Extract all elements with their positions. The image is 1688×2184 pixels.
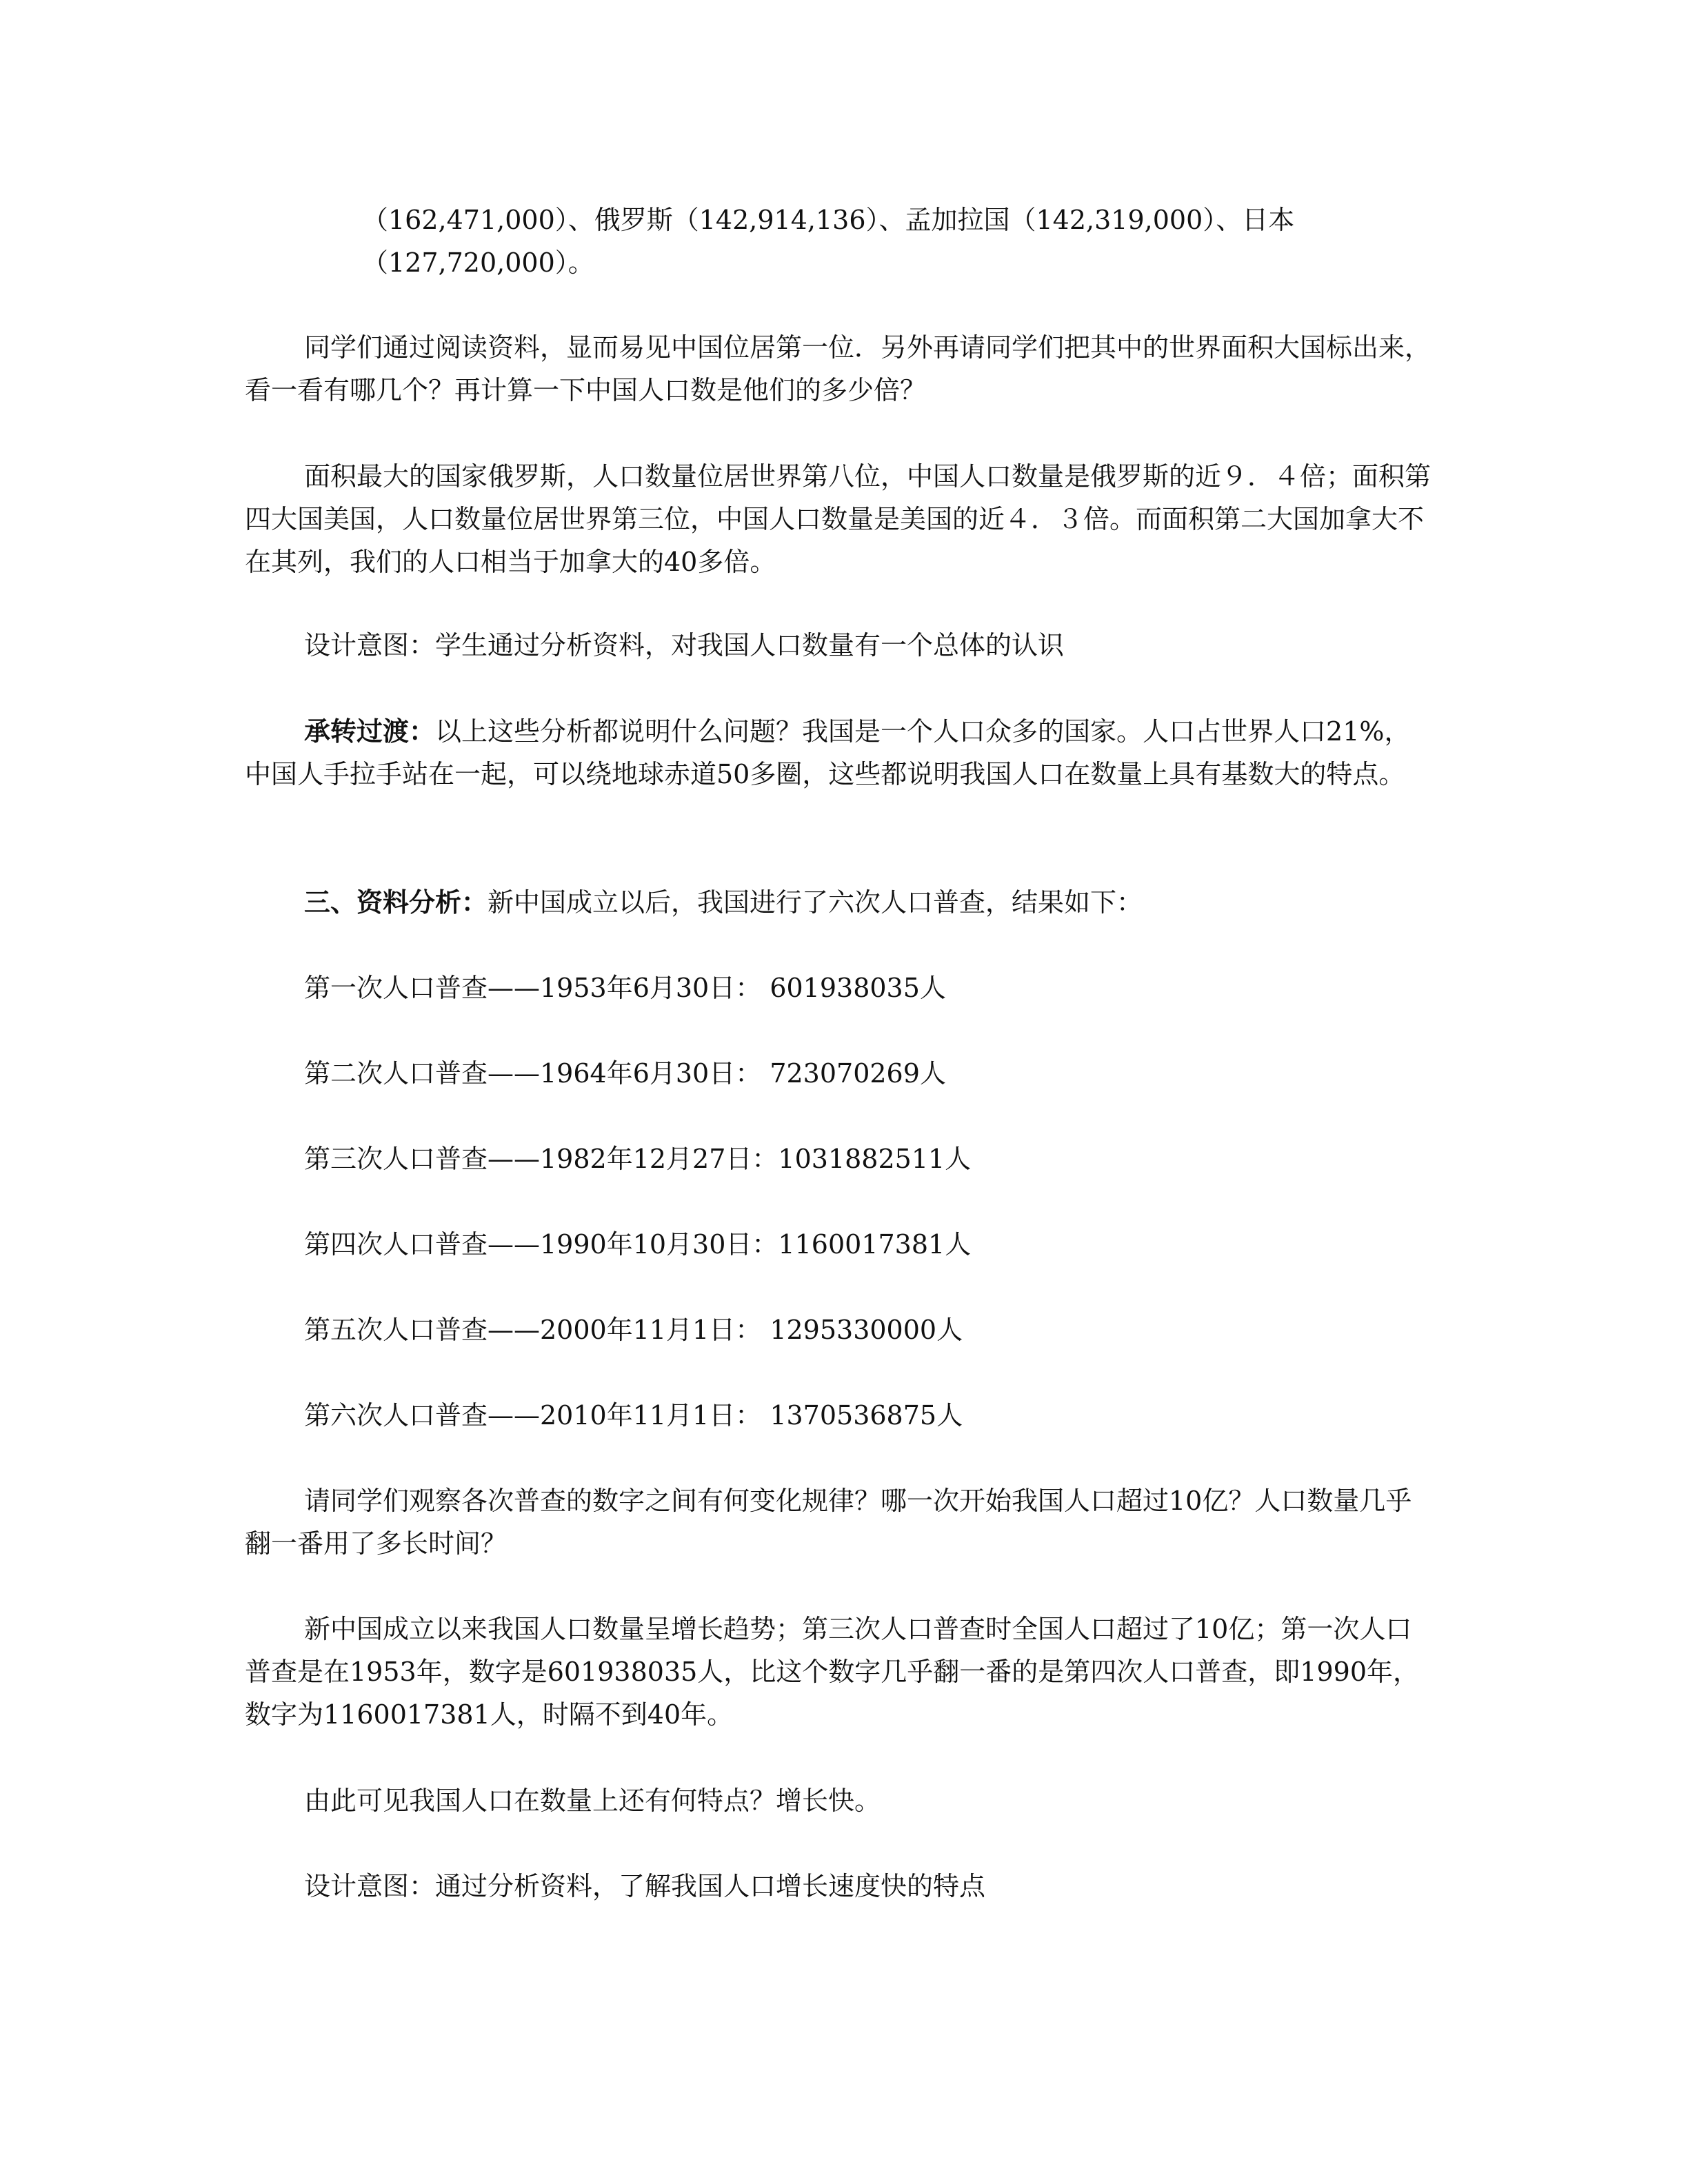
paragraph-growth-conclusion: 由此可见我国人口在数量上还有何特点？增长快。: [304, 1786, 881, 1816]
census-item: 第四次人口普查——1990年10月30日：1160017381人: [304, 1229, 972, 1260]
census-item: 第三次人口普查——1982年12月27日：1031882511人: [304, 1144, 972, 1174]
paragraph-reading-question: 同学们通过阅读资料，显而易见中国位居第一位．另外再请同学们把其中的世界面积大国标出来，看一看有哪几个？再计算一下中国人口数是他们的多少倍？: [245, 332, 1431, 405]
paragraph-design-intent-1: 设计意图：学生通过分析资料，对我国人口数量有一个总体的认识: [304, 630, 1065, 660]
continuation-line-2: （127,720,000）。: [362, 247, 594, 278]
section-heading-label: 三、资料分析：: [304, 887, 488, 918]
paragraph-area-comparison: 面积最大的国家俄罗斯，人口数量位居世界第八位，中国人口数量是俄罗斯的近９．４倍；面积第四大国美国，人口数量位居世界第三位，中国人口数量是美国的近４．３倍。而面积第二大国加拿大不在其列，我们的人口相当于加拿大的40多倍。: [245, 461, 1431, 577]
census-item: 第二次人口普查——1964年6月30日： 723070269人: [304, 1058, 946, 1089]
census-item: 第五次人口普查——2000年11月1日： 1295330000人: [304, 1315, 963, 1345]
paragraph-observation-question: 请同学们观察各次普查的数字之间有何变化规律？哪一次开始我国人口超过10亿？人口数量几乎翻一番用了多长时间？: [245, 1486, 1412, 1559]
transition-text: 以上这些分析都说明什么问题？我国是一个人口众多的国家。人口占世界人口21%，中国人手拉手站在一起，可以绕地球赤道50多圈，这些都说明我国人口在数量上具有基数大的特点。: [245, 716, 1411, 789]
paragraph-transition: [245, 710, 1431, 796]
census-item: 第一次人口普查——1953年6月30日： 601938035人: [304, 973, 946, 1003]
census-item: 第六次人口普查——2010年11月1日： 1370536875人: [304, 1400, 963, 1430]
transition-label: 承转过渡：: [304, 716, 436, 747]
continuation-line-1: （162,471,000）、俄罗斯（142,914,136）、孟加拉国（142,319,000）、日本: [362, 205, 1295, 235]
paragraph-design-intent-2: 设计意图：通过分析资料，了解我国人口增长速度快的特点: [304, 1871, 986, 1901]
paragraph-growth-trend: 新中国成立以来我国人口数量呈增长趋势；第三次人口普查时全国人口超过了10亿；第一次人口普查是在1953年，数字是601938035人，比这个数字几乎翻一番的是第四次人口普查，即1990年，数字为1160017381人，时隔不到40年。: [245, 1614, 1420, 1730]
paragraph-data-analysis: [245, 881, 1431, 924]
population-list-continuation: [362, 199, 1417, 284]
section-heading-text: 新中国成立以后，我国进行了六次人口普查，结果如下：: [488, 887, 1143, 918]
